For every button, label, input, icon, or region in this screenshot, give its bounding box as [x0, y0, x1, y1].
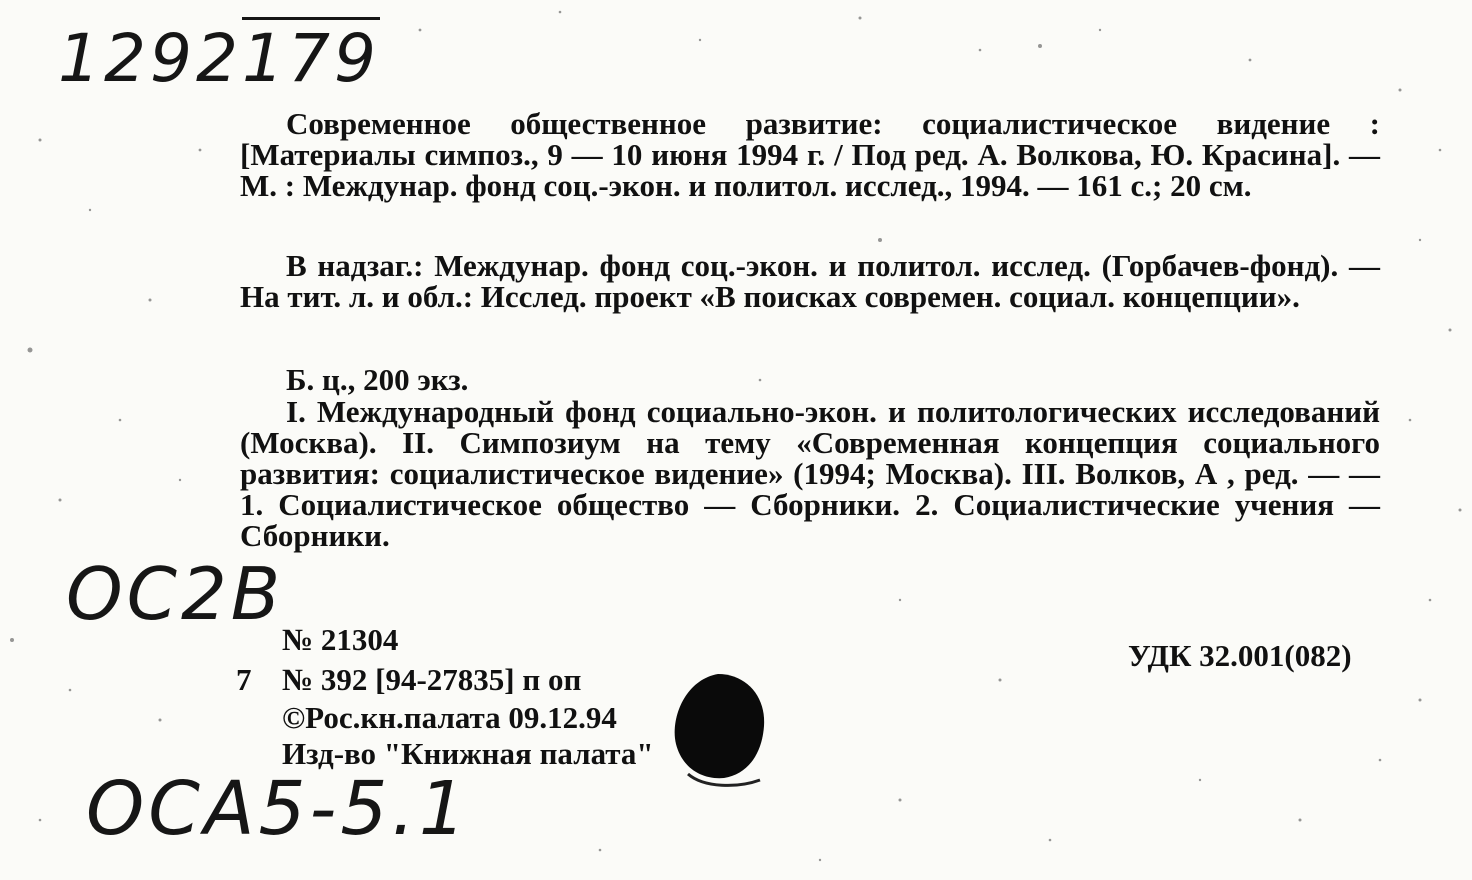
- handwritten-shelf-code: 1292179: [58, 20, 380, 97]
- entry-tracings-paragraph: I. Международный фонд социально-экон. и политологических исследований (Москва). II. Симпозиум на тему «Современная концепция социального развития: социалистическое видение» (1994; Москва). III. Волков, А , ред. — — 1. Социалистическое общество — Сборники. 2. Социалистические учения — Сборники.: [240, 394, 1380, 553]
- entry-price-run: Б. ц., 200 экз.: [286, 362, 469, 397]
- entry-note-paragraph: В надзаг.: Междунар. фонд соц.-экон. и политол. исслед. (Горбачев-фонд). — На тит. л. и обл.: Исслед. проект «В поисках современ. социал. концепции».: [240, 248, 1380, 314]
- publisher-line: Изд-во "Книжная палата": [282, 736, 654, 771]
- ink-blot: [668, 670, 768, 790]
- copyright-line: ©Рос.кн.палата 09.12.94: [282, 700, 617, 735]
- card-mark: 7: [236, 662, 252, 697]
- handwritten-classification-code: OCA5-5.1: [86, 766, 471, 852]
- registration-number: № 21304: [282, 622, 399, 657]
- handwritten-location-code: OC2B: [66, 552, 285, 636]
- handwritten-shelf-code-overlined: 179: [242, 17, 380, 97]
- entry-main-paragraph: Современное общественное развитие: социалистическое видение : [Материалы симпоз., 9 — 10 июня 1994 г. / Под ред. А. Волкова, Ю. Красина]. — М. : Междунар. фонд соц.-экон. и политол. исслед., 1994. — 161 с.; 20 см.: [240, 106, 1380, 203]
- order-number: № 392 [94-27835] п оп: [282, 662, 582, 697]
- udk-code: УДК 32.001(082): [1128, 638, 1352, 673]
